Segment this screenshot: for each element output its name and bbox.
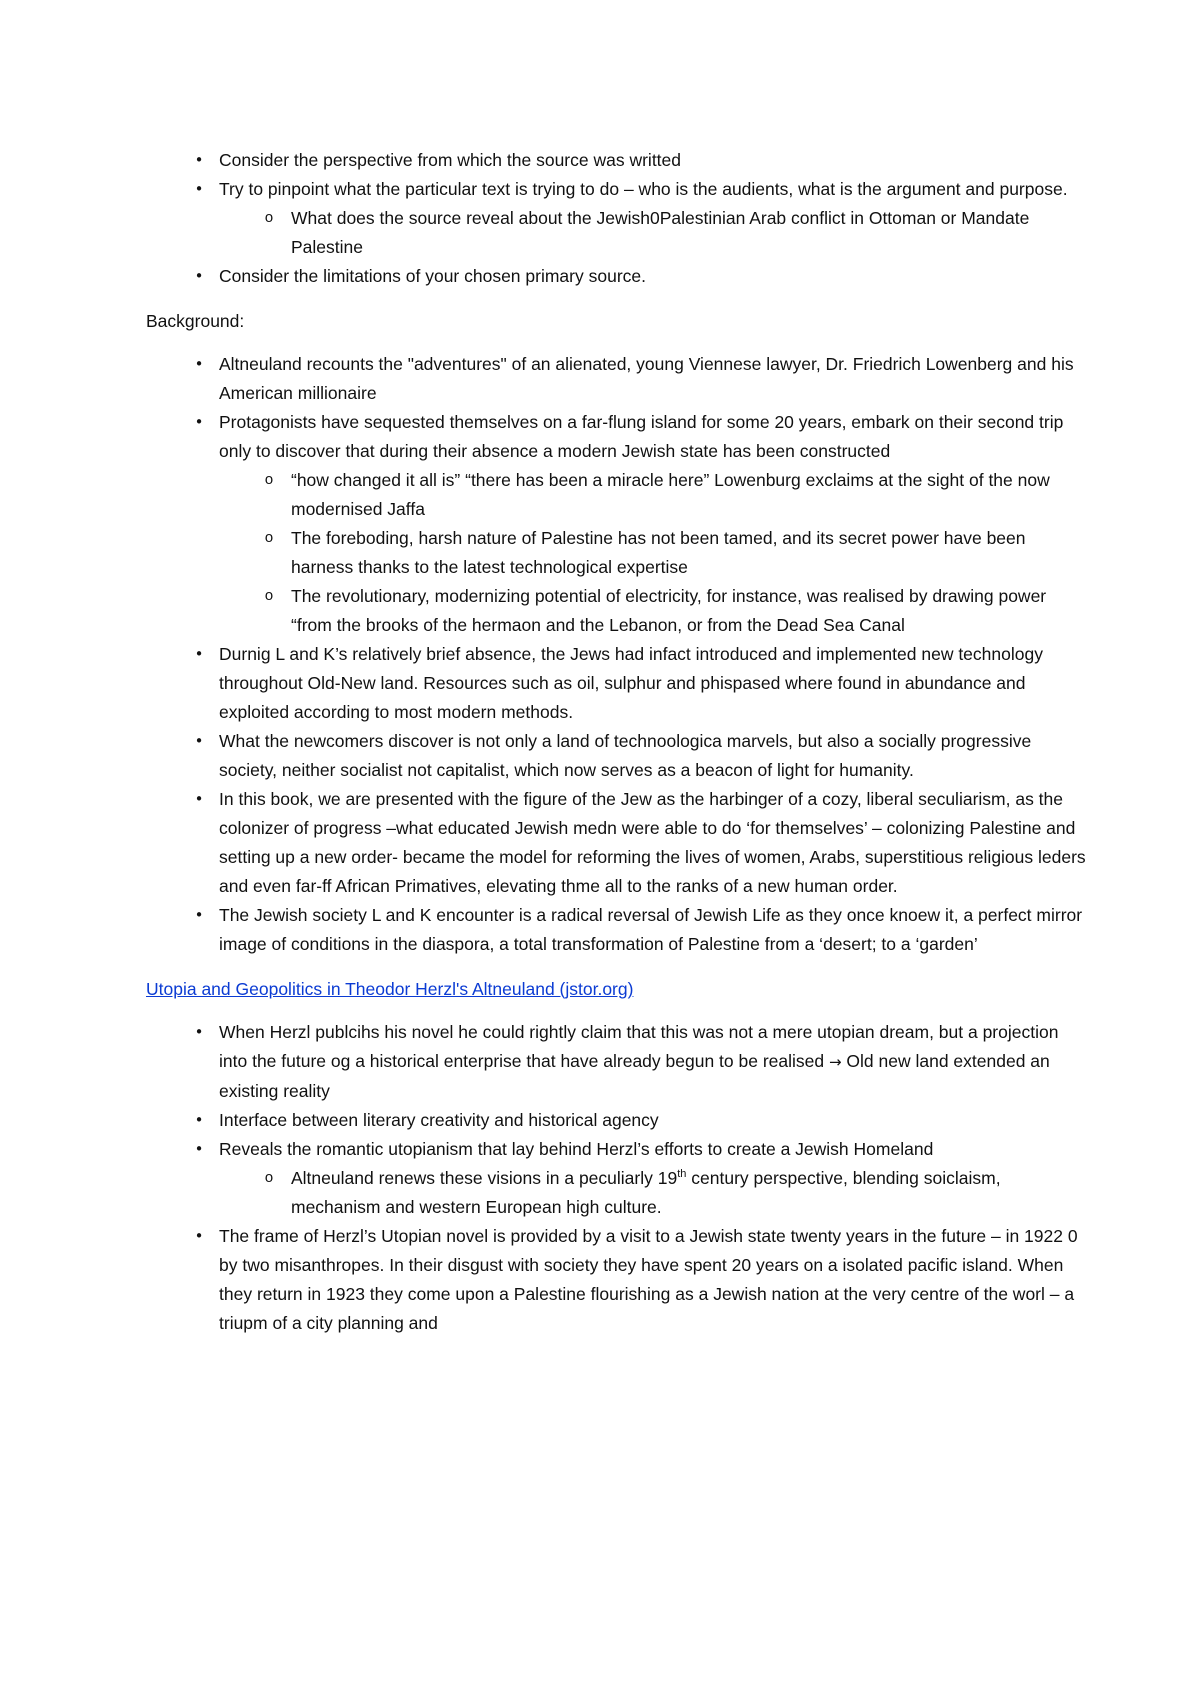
list-item-text: In this book, we are presented with the figure of the Jew as the harbinger of a cozy, liberal seculiarism, as the colonizer of progress –what educated Jewish medn were able to do ‘for themselves’ – colonizing Palestine and setting up a new order- became the model for reforming the lives of women, Arabs, superstitious religious leders and even far-ff African Primatives, elevating thme all to the ranks of a new human order. xyxy=(219,789,1086,896)
sub-list-item xyxy=(146,524,1086,582)
background-heading: Background: xyxy=(146,311,245,331)
list-item-text: Try to pinpoint what the particular text is trying to do – who is the audients, what is the argument and purpose. xyxy=(219,179,1068,199)
bullet-icon: • xyxy=(194,413,204,431)
sub-bullet-icon: o xyxy=(264,1170,274,1187)
list-item-text: When Herzl publcihs his novel he could rightly claim that this was not a mere utopian dream, but a projection into the future og a historical enterprise that have already begun to be realised xyxy=(219,1022,1059,1071)
list-item xyxy=(146,1222,1086,1338)
list-item xyxy=(146,727,1086,785)
list-item xyxy=(146,640,1086,727)
list-item-text: Altneuland recounts the "adventures" of an alienated, young Viennese lawyer, Dr. Friedrich Lowenberg and his American millionaire xyxy=(219,354,1074,403)
bullet-icon: • xyxy=(194,151,204,169)
list-item xyxy=(146,146,1086,175)
list-item xyxy=(146,785,1086,901)
list-item-text: The frame of Herzl’s Utopian novel is provided by a visit to a Jewish state twenty years in the future – in 1922 0 by two misanthropes. In their disgust with society they have spent 20 years on a isolated pacific island. When they return in 1923 they come upon a Palestine flourishing as a Jewish nation at the very centre of the worl – a triupm of a city planning and xyxy=(219,1226,1078,1333)
bullet-icon: • xyxy=(194,1111,204,1129)
bullet-icon: • xyxy=(194,180,204,198)
list-item xyxy=(146,350,1086,408)
sub-list-item xyxy=(146,466,1086,524)
sub-list-item-text-continued: century perspective, blending soiclaism, mechanism and western European high culture. xyxy=(291,1168,1001,1217)
list-item xyxy=(146,408,1086,640)
sub-bullet-icon: o xyxy=(264,588,274,605)
list-item xyxy=(146,1106,1086,1135)
superscript: th xyxy=(677,1168,687,1181)
bullet-icon: • xyxy=(194,790,204,808)
sub-list-item-text: Altneuland renews these visions in a peculiarly 19 xyxy=(291,1168,678,1188)
list-item xyxy=(146,1018,1086,1106)
article-link-paragraph xyxy=(146,975,1086,1004)
sub-list xyxy=(219,466,1086,640)
sub-list-item-text: The revolutionary, modernizing potential of electricity, for instance, was realised by drawing power “from the brooks of the hermaon and the Lebanon, or from the Dead Sea Canal xyxy=(291,586,1047,635)
bullet-icon: • xyxy=(194,645,204,663)
article-link[interactable]: Utopia and Geopolitics in Theodor Herzl's Altneuland (jstor.org) xyxy=(146,979,634,999)
guidelines-list xyxy=(146,146,1086,291)
list-item-text: Interface between literary creativity and historical agency xyxy=(219,1110,659,1130)
list-item-text: Consider the limitations of your chosen primary source. xyxy=(219,266,646,286)
bullet-icon: • xyxy=(194,355,204,373)
list-item xyxy=(146,901,1086,959)
list-item-text: The Jewish society L and K encounter is a radical reversal of Jewish Life as they once knoew it, a perfect mirror image of conditions in the diaspora, a total transformation of Palestine from a ‘desert; to a ‘garden’ xyxy=(219,905,1083,954)
sub-list xyxy=(219,204,1086,262)
right-arrow-icon: → xyxy=(828,1053,842,1071)
bullet-icon: • xyxy=(194,1023,204,1041)
bullet-icon: • xyxy=(194,906,204,924)
list-item-text: Reveals the romantic utopianism that lay behind Herzl’s efforts to create a Jewish Homeland xyxy=(219,1139,934,1159)
document-body xyxy=(146,146,1086,1338)
sub-bullet-icon: o xyxy=(264,472,274,489)
list-item-text-continued: Old new land extended an existing reality xyxy=(219,1051,1050,1101)
sub-list xyxy=(219,1164,1086,1222)
list-item xyxy=(146,1135,1086,1222)
bullet-icon: • xyxy=(194,1140,204,1158)
background-list xyxy=(146,350,1086,959)
article-notes-list xyxy=(146,1018,1086,1338)
list-item-text: Durnig L and K’s relatively brief absence, the Jews had infact introduced and implemented new technology throughout Old-New land. Resources such as oil, sulphur and phispased where found in abundance and exploited according to most modern methods. xyxy=(219,644,1043,722)
sub-list-item xyxy=(146,582,1086,640)
bullet-icon: • xyxy=(194,267,204,285)
sub-list-item xyxy=(146,204,1086,262)
list-item-text: What the newcomers discover is not only a land of technoologica marvels, but also a socially progressive society, neither socialist not capitalist, which now serves as a beacon of light for humanity. xyxy=(219,731,1032,780)
sub-list-item-text: The foreboding, harsh nature of Palestine has not been tamed, and its secret power have been harness thanks to the latest technological expertise xyxy=(291,528,1026,577)
sub-bullet-icon: o xyxy=(264,530,274,547)
list-item-text: Consider the perspective from which the source was writted xyxy=(219,150,682,170)
list-item xyxy=(146,175,1086,262)
list-item-text: Protagonists have sequested themselves on a far-flung island for some 20 years, embark on their second trip only to discover that during their absence a modern Jewish state has been constructed xyxy=(219,412,1064,461)
sub-list-item-text: “how changed it all is” “there has been a miracle here” Lowenburg exclaims at the sight of the now modernised Jaffa xyxy=(291,470,1050,519)
bullet-icon: • xyxy=(194,732,204,750)
bullet-icon: • xyxy=(194,1227,204,1245)
sub-bullet-icon: o xyxy=(264,210,274,227)
sub-list-item-text: What does the source reveal about the Jewish0Palestinian Arab conflict in Ottoman or Mandate Palestine xyxy=(291,208,1030,257)
sub-list-item xyxy=(146,1164,1086,1222)
list-item xyxy=(146,262,1086,291)
